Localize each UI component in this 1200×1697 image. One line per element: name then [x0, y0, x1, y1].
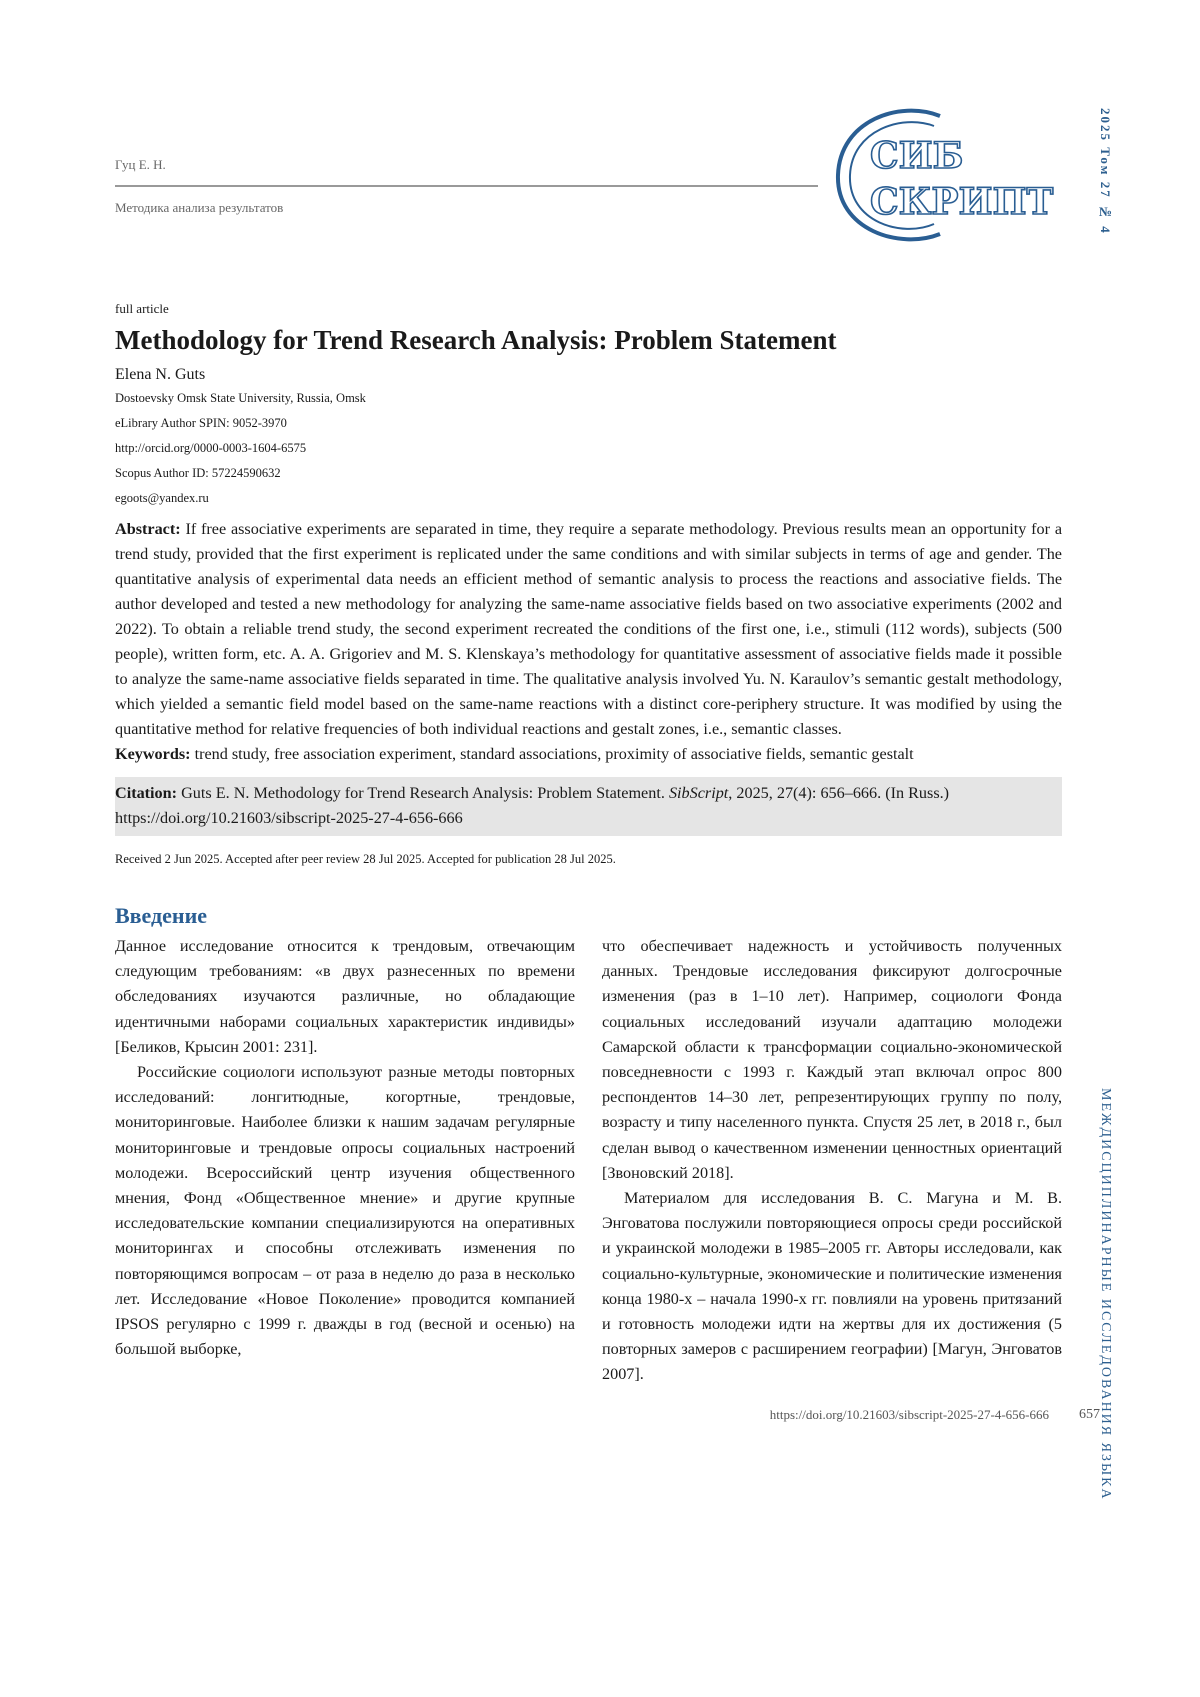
paragraph: что обеспечивает надежность и устойчивость полученных данных. Трендовые исследования фиксируют долгосрочные изменения (раз в 1–10 лет). Например, социологи Фонда социальных исследований изучали адаптацию молодежи Самарской области к трансформации социально-экономической повседневности с 1993 г. Каждый этап включал опрос 800 респондентов 14–30 лет, репрезентирующих группу по полу, возрасту и типу населенного пункта. Спустя 25 лет, в 2018 г., был сделан вывод о качественном изменении ценностных ориентаций [Звоновский 2018].	[602, 934, 1062, 1186]
citation-text: Guts E. N. Methodology for Trend Research Analysis: Problem Statement.	[181, 784, 665, 802]
journal-logo	[830, 100, 1070, 250]
keywords-text: trend study, free association experiment, standard associations, proximity of associative fields, semantic gestalt	[195, 745, 914, 763]
citation-journal: SibScript	[669, 784, 728, 802]
footer-doi[interactable]: https://doi.org/10.21603/sibscript-2025-27-4-656-666	[770, 1406, 1049, 1424]
running-author: Гуц Е. Н.	[115, 157, 166, 173]
email-link[interactable]: egoots@yandex.ru	[115, 486, 1062, 511]
article-body	[115, 300, 1062, 1424]
logo-line1: СИБ	[870, 135, 963, 177]
paragraph: Материалом для исследования В. С. Магуна и М. В. Энговатова послужили повторяющиеся опросы среди российской и украинской молодежи в 1985–2005 гг. Авторы исследовали, как социально-культурные, экономические и политические изменения конца 1980-х – начала 1990-х гг. повлияли на уровень притязаний и готовность молодежи идти на жертвы для их достижения (5 повторных замеров с расширением географии) [Магун, Энговатов 2007].	[602, 1186, 1062, 1388]
paragraph: Российские социологи используют разные методы повторных исследований: лонгитюдные, когортные, трендовые, мониторинговые. Наиболее близки к нашим задачам регулярные мониторинговые и трендовые опросы социальных настроений молодежи. Всероссийский центр изучения общественного мнения, Фонд «Общественное мнение» и другие крупные исследовательские компании специализируются на оперативных мониторингах и способны отслеживать изменения по повторяющимся вопросам – от раза в неделю до раза в несколько лет. Исследование «Новое Поколение» проводится компанией IPSOS регулярно с 1999 г. дважды в год (весной и осенью) на большой выборке,	[115, 1060, 575, 1362]
citation-doi[interactable]: , 2025, 27(4): 656–666. (In Russ.) https://doi.org/10.21603/sibscript-2025-27-4-656-666	[115, 784, 949, 827]
abstract-text: If free associative experiments are separated in time, they require a separate methodology. Previous results mean an opportunity for a trend study, provided that the first experiment is replicated under the same conditions and with similar subjects in terms of age and gender. The quantitative analysis of experimental data needs an efficient method of semantic analysis to process the reactions and associative fields. The author developed and tested a new methodology for analyzing the same-name associative fields based on two associative experiments (2002 and 2022). To obtain a reliable trend study, the second experiment recreated the conditions of the first one, i.e., stimuli (112 words), subjects (500 people), written form, etc. A. A. Grigoriev and M. S. Klenskaya’s methodology for quantitative assessment of associative fields made it possible to analyze the same-name associative fields separated in time. The qualitative analysis involved Yu. N. Karaulov’s semantic gestalt methodology, which yielded a semantic field model based on the same-name reactions with a distinct core-periphery structure. It was modified by using the quantitative method for relative frequencies of both individual reactions and gestalt zones, i.e., semantic classes.	[115, 520, 1062, 738]
orcid-link[interactable]: http://orcid.org/0000-0003-1604-6575	[115, 436, 1062, 461]
header-rule	[115, 185, 818, 187]
citation-box	[115, 777, 1062, 836]
left-column	[115, 934, 575, 1388]
article-title: Methodology for Trend Research Analysis: Problem Statement	[115, 322, 1062, 358]
page	[0, 0, 1200, 1697]
footer	[115, 1406, 1100, 1424]
abstract-label: Abstract:	[115, 520, 181, 538]
logo-line2: СКРИПТ	[870, 181, 1053, 223]
citation-label: Citation:	[115, 784, 177, 802]
page-number: 657	[1079, 1406, 1100, 1424]
section-heading: Введение	[115, 902, 1062, 930]
paragraph: Данное исследование относится к трендовым, отвечающим следующим требованиям: «в двух разнесенных по времени обследованиях изучаются различные, но обладающие идентичными наборами социальных характеристик индивиды» [Беликов, Крысин 2001: 231].	[115, 934, 575, 1060]
body-columns	[115, 934, 1062, 1388]
running-section: Методика анализа результатов	[115, 200, 283, 216]
journal-section-label: МЕЖДИСЦИПЛИНАРНЫЕ ИССЛЕДОВАНИЯ ЯЗЫКА	[1097, 1088, 1113, 1501]
spin: eLibrary Author SPIN: 9052-3970	[115, 411, 1062, 436]
scopus-id: Scopus Author ID: 57224590632	[115, 461, 1062, 486]
received-dates: Received 2 Jun 2025. Accepted after peer review 28 Jul 2025. Accepted for publication 28 Jul 2025.	[115, 850, 1062, 868]
abstract	[115, 517, 1062, 767]
keywords-label: Keywords:	[115, 745, 191, 763]
article-type: full article	[115, 300, 1062, 318]
right-column	[602, 934, 1062, 1388]
issue-label: 2025 Том 27 № 4	[1097, 108, 1113, 235]
author-name: Elena N. Guts	[115, 364, 1062, 386]
affiliation: Dostoevsky Omsk State University, Russia, Omsk	[115, 386, 1062, 411]
